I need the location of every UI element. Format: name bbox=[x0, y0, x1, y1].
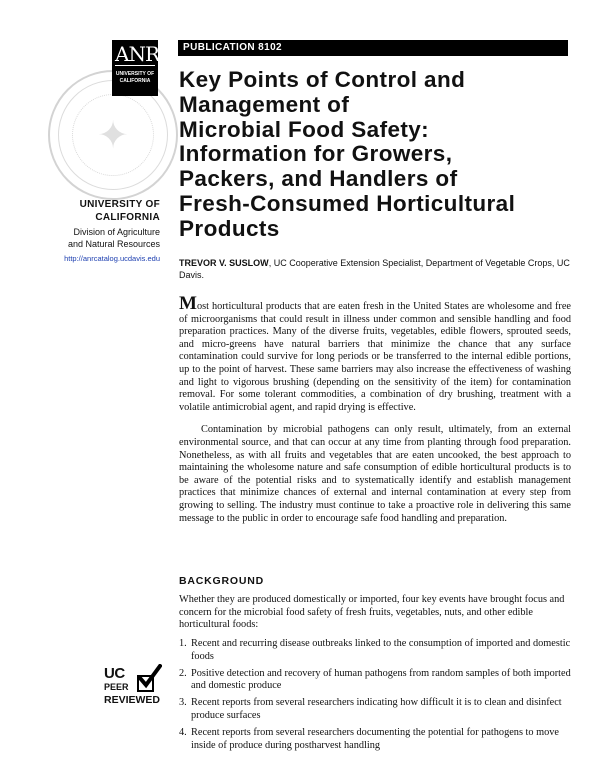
body-paragraph: Contamination by microbial pathogens can only result, ultimately, from an external environmental source, and that can occur at any time from planting through food preparation. Nonetheless, as with all fruits and vegetables that are eaten uncooked, the best approach to maintaining the wholesome nature and safe consumption of edible horticultural products is to be aware of the potential risks and to systematically identify and establish management practices that minimize chances of external and internal contamination at every step from growing to selling. The industry must continue to take a proactive role in delivering this same message to the public in order to encourage safe food handling and preparation. bbox=[179, 424, 571, 524]
drop-cap: M bbox=[179, 293, 197, 314]
list-item bbox=[179, 697, 574, 722]
seal-star-icon: ✦ bbox=[97, 113, 129, 157]
anr-logo-university-line1: UNIVERSITY OF bbox=[115, 71, 155, 77]
division-line2: and Natural Resources bbox=[67, 239, 160, 249]
list-text: Recent reports from several researchers indicating how difficult it is to clean and disinfect produce surfaces bbox=[191, 697, 562, 721]
badge-reviewed: REVIEWED bbox=[104, 694, 161, 706]
title-line: Microbial Food Safety: bbox=[179, 116, 430, 142]
list-text: Recent reports from several researchers documenting the potential for pathogens to move inside of produce during postharvest handling bbox=[191, 727, 559, 751]
key-events-list bbox=[179, 638, 574, 757]
list-number: 3. bbox=[179, 697, 187, 709]
paragraph-1-text: ost horticultural products that are eaten fresh in the United States are wholesome and free of microorganisms that could result in illness under common and sensible handling and food preparation practices. Many of the diverse fruits, vegetables, edible flowers, sprouted seeds, and micro-greens have natural barriers that minimize the chance that any surface contamination could survive for long periods or be transferred to the internal edible portions, up to the point of harvest. These same barriers may also increase the effectiveness of washing and light to vigorous brushing (depending on the sensitivity of the item) for contamination removal. For some tolerant commodities, a combination of dry brushing, treatment with a volatile antimicrobial agent, and rapid drying is effective. bbox=[179, 301, 571, 413]
division-line1: Division of Agriculture bbox=[73, 227, 160, 237]
title-line: Key Points of Control and bbox=[179, 67, 466, 92]
anr-logo bbox=[112, 40, 158, 96]
list-item bbox=[179, 638, 574, 663]
list-text: Recent and recurring disease outbreaks linked to the consumption of imported and domestic foods bbox=[191, 638, 571, 662]
list-number: 4. bbox=[179, 727, 187, 739]
title-line: Management of bbox=[179, 91, 350, 117]
university-name-line2: CALIFORNIA bbox=[95, 212, 160, 223]
badge-peer: PEER bbox=[104, 682, 129, 692]
badge-uc: UC bbox=[104, 665, 125, 682]
background-intro: Whether they are produced domestically or imported, four key events have brought focus and concern for the microbial food safety of fresh fruits, vegetables, nuts, and other edible horticultural foods: bbox=[179, 594, 565, 631]
author-name: TREVOR V. SUSLOW bbox=[179, 258, 269, 268]
division-name bbox=[68, 226, 160, 250]
title-line: Products bbox=[179, 215, 280, 241]
university-name bbox=[80, 198, 160, 224]
peer-reviewed-badge bbox=[104, 666, 164, 716]
anr-logo-university-line2: CALIFORNIA bbox=[119, 78, 151, 84]
title-line: Packers, and Handlers of bbox=[179, 166, 458, 192]
body-paragraph bbox=[179, 293, 571, 414]
author-line bbox=[179, 257, 574, 281]
title-line: Information for Growers, bbox=[179, 141, 453, 167]
list-number: 2. bbox=[179, 667, 187, 679]
university-name-line1: UNIVERSITY OF bbox=[79, 199, 160, 210]
list-text: Positive detection and recovery of human pathogens from random samples of both imported and domestic produce bbox=[191, 667, 571, 692]
list-number: 1. bbox=[179, 638, 187, 649]
catalog-link[interactable]: http://anrcatalog.ucdavis.edu bbox=[64, 254, 160, 263]
page-title bbox=[179, 68, 579, 242]
title-line: Fresh-Consumed Horticultural bbox=[179, 190, 516, 216]
list-item bbox=[179, 668, 574, 693]
author-affiliation: , UC Cooperative Extension Specialist, Department of Vegetable Crops, UC Davis. bbox=[179, 258, 570, 280]
list-item bbox=[179, 727, 574, 752]
section-heading-background: BACKGROUND bbox=[179, 575, 264, 587]
article-body bbox=[179, 293, 571, 525]
publication-bar: PUBLICATION 8102 bbox=[178, 40, 568, 56]
checkmark-icon bbox=[134, 664, 162, 692]
anr-logo-letters: ANR bbox=[115, 42, 160, 66]
